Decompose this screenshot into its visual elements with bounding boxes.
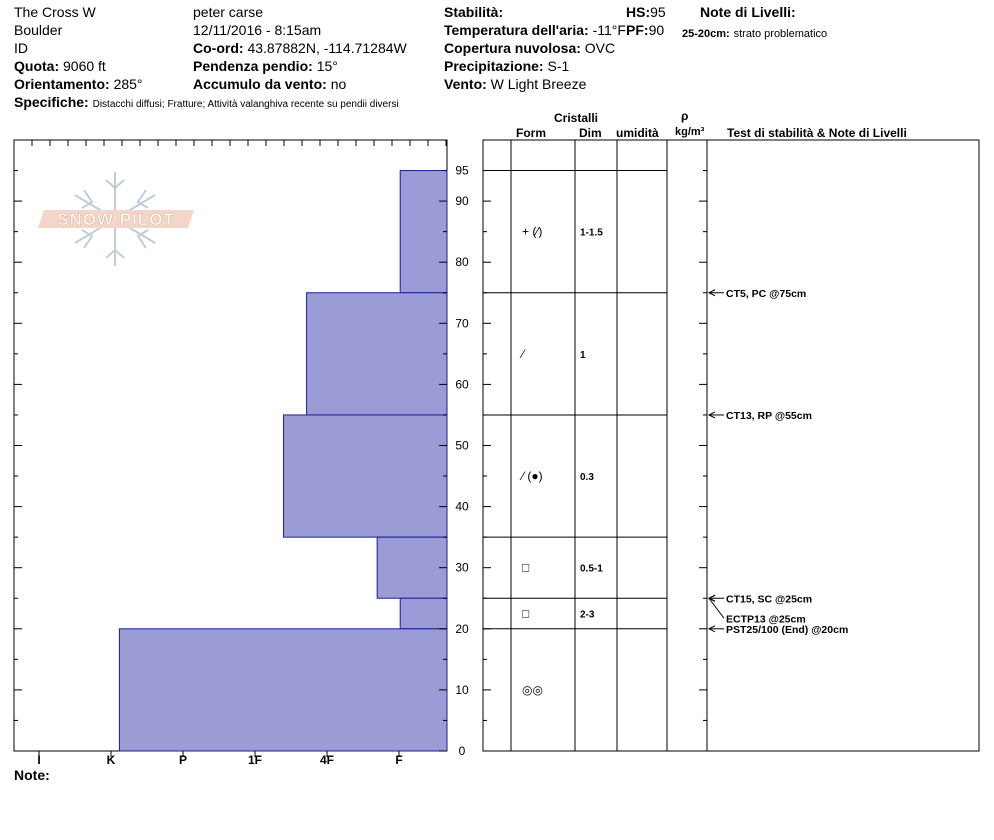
hardness-bar: [307, 293, 447, 415]
wind-loading-label: Accumulo da vento:: [193, 76, 327, 92]
test-label: CT5, PC @75cm: [726, 287, 807, 300]
stability-label: Stabilità:: [444, 4, 504, 20]
note-label: Note:: [14, 767, 50, 783]
aspect-label: Orientamento:: [14, 76, 110, 92]
crystal-table-frame: [483, 140, 979, 751]
crystal-form-symbol: ⁄: [522, 346, 525, 361]
hardness-bar: [377, 537, 447, 598]
size-header: Dim: [579, 126, 602, 140]
wind-label: Vento:: [444, 76, 487, 92]
observer-name: peter carse: [193, 4, 264, 20]
test-label: PST25/100 (End) @20cm: [726, 623, 849, 636]
crystal-size-label: 1-1.5: [580, 227, 603, 239]
sky-label: Copertura nuvolosa:: [444, 40, 581, 56]
hardness-bar: [119, 629, 447, 751]
hs-value: 95: [650, 4, 666, 20]
crystal-form-symbol: + (⁄): [522, 224, 543, 239]
id-label: ID: [14, 40, 28, 56]
x-tick-label: F: [395, 753, 403, 767]
coord-label: Co-ord:: [193, 40, 244, 56]
air-temp-value: -11°F: [592, 22, 626, 38]
rho-header: ρ: [681, 109, 689, 123]
crystal-form-symbol: □: [522, 606, 530, 621]
specifics-value: Distacchi diffusi; Fratture; Attività valanghiva recente su pendii diversi: [92, 99, 399, 110]
y-tick-label: 60: [455, 377, 469, 392]
wind-value: W Light Breeze: [490, 76, 587, 92]
y-tick-label: 0: [458, 744, 466, 758]
crystal-form-symbol: ⁄ (●): [522, 469, 543, 484]
slope-label: Pendenza pendio:: [193, 58, 313, 74]
hs-label: HS:: [626, 4, 651, 20]
specifics-label: Specifiche:: [14, 94, 89, 110]
y-tick-label: 10: [455, 682, 469, 697]
crystal-size-label: 2-3: [580, 609, 595, 621]
x-tick-label: 4F: [319, 753, 335, 767]
sky-value: OVC: [584, 40, 616, 56]
test-label: CT15, SC @25cm: [726, 593, 813, 606]
tests-header: Test di stabilità & Note di Livelli: [727, 126, 907, 140]
y-tick-label: 50: [455, 438, 469, 453]
x-tick-label: K: [106, 753, 116, 767]
test-label: CT13, RP @55cm: [726, 409, 812, 422]
precip-label: Precipitazione:: [444, 58, 544, 74]
hardness-bar: [400, 171, 447, 293]
crystal-size-label: 0.5-1: [580, 563, 603, 575]
layer-notes-title: Note di Livelli:: [700, 4, 796, 20]
y-tick-label: 20: [455, 621, 469, 636]
hardness-bar: [284, 415, 447, 537]
observation-datetime: 12/11/2016 - 8:15am: [193, 22, 322, 38]
pf-label: PF:: [626, 22, 649, 38]
logo-text: SNOW PILOT: [57, 210, 175, 229]
elevation-value: 9060 ft: [63, 58, 106, 74]
coord-value: 43.87882N, -114.71284W: [247, 40, 407, 56]
air-temp-label: Temperatura dell'aria:: [444, 22, 589, 38]
crystal-size-label: 0.3: [580, 472, 594, 484]
precip-value: S-1: [547, 58, 570, 74]
slope-value: 15°: [316, 58, 338, 74]
region-name: Boulder: [14, 22, 63, 38]
y-tick-label: 95: [455, 163, 469, 178]
y-tick-label: 40: [455, 499, 469, 514]
density-unit-header: kg/m³: [675, 126, 705, 138]
crystal-form-symbol: □: [522, 560, 530, 575]
test-pointer: [709, 598, 724, 618]
layer-note-depth: 25-20cm:: [682, 28, 730, 40]
moisture-header: umidità: [616, 126, 659, 140]
crystal-size-label: 1: [580, 349, 586, 361]
pf-value: 90: [648, 22, 665, 38]
y-tick-label: 90: [455, 194, 469, 209]
y-tick-label: 30: [455, 560, 469, 575]
wind-loading-value: no: [330, 76, 347, 92]
form-header: Form: [516, 126, 546, 140]
crystal-form-symbol: ◎◎: [522, 682, 543, 697]
crystals-header: Cristalli: [554, 111, 599, 125]
x-tick-label: P: [178, 753, 188, 767]
location-name: The Cross W: [14, 4, 96, 20]
y-tick-label: 80: [455, 255, 469, 270]
snowpilot-logo: [38, 172, 194, 266]
layer-note-text: strato problematico: [733, 28, 828, 40]
aspect-value: 285°: [113, 76, 143, 92]
x-tick-label: 1F: [247, 753, 263, 767]
y-tick-label: 70: [455, 316, 469, 331]
hardness-bar: [400, 598, 447, 629]
x-tick-label: I: [37, 753, 41, 767]
test-label: ECTP13 @25cm: [726, 613, 806, 626]
elevation-label: Quota:: [14, 58, 60, 74]
